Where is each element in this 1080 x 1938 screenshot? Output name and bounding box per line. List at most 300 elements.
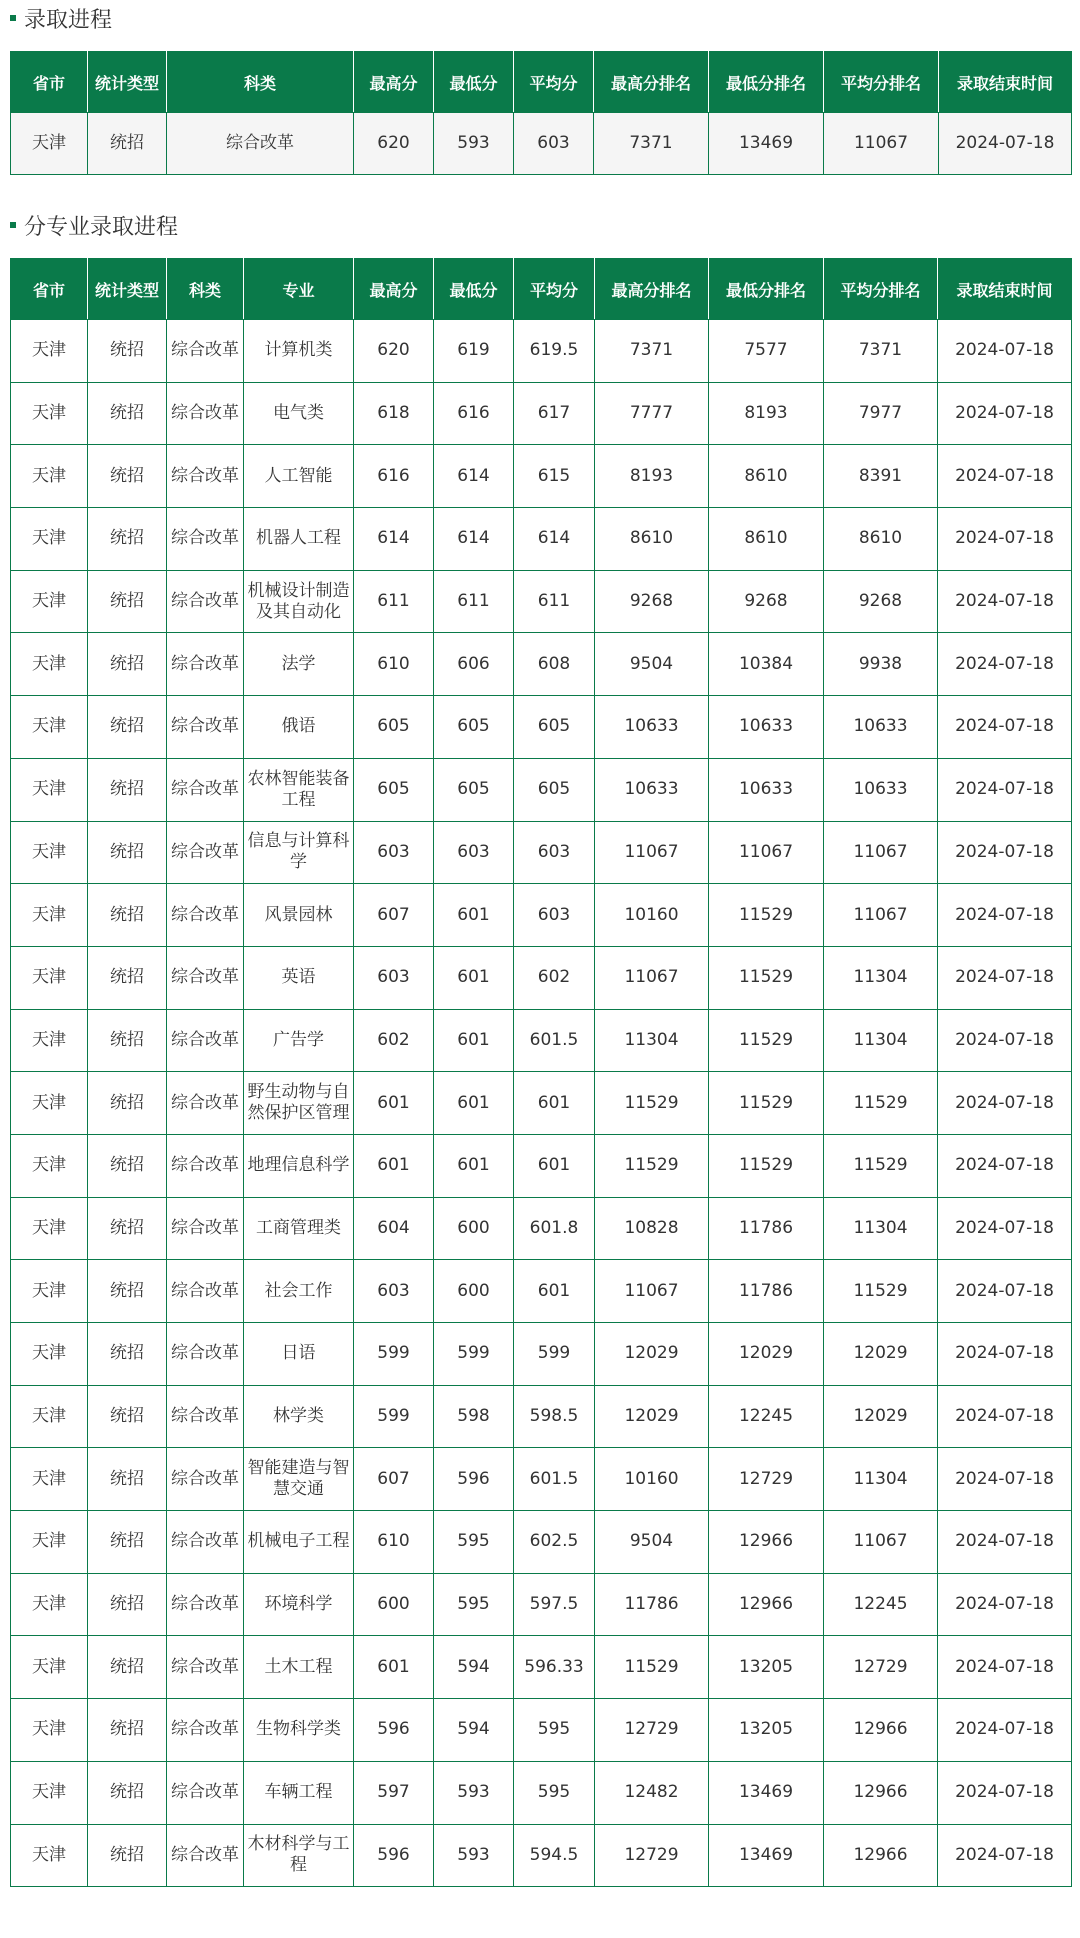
table-row xyxy=(11,1636,1072,1699)
major-cell: 天津 xyxy=(11,884,88,947)
major-cell: 天津 xyxy=(11,320,88,383)
major-cell: 614 xyxy=(514,508,595,571)
major-cell: 天津 xyxy=(11,1009,88,1072)
major-cell: 天津 xyxy=(11,382,88,445)
major-cell: 统招 xyxy=(88,1385,167,1448)
major-cell: 2024-07-18 xyxy=(938,821,1072,884)
major-cell: 综合改革 xyxy=(167,884,244,947)
summary-header-cell: 平均分排名 xyxy=(824,52,939,113)
major-cell: 605 xyxy=(354,696,434,759)
major-cell: 617 xyxy=(514,382,595,445)
major-cell: 598.5 xyxy=(514,1385,595,1448)
major-cell: 天津 xyxy=(11,1134,88,1197)
major-cell: 611 xyxy=(434,570,514,633)
major-cell: 7777 xyxy=(595,382,709,445)
major-cell: 综合改革 xyxy=(167,1511,244,1574)
major-cell: 综合改革 xyxy=(167,1009,244,1072)
major-cell: 综合改革 xyxy=(167,382,244,445)
major-cell: 8193 xyxy=(595,445,709,508)
major-cell: 11067 xyxy=(824,1511,938,1574)
major-header-cell: 最高分 xyxy=(354,259,434,320)
major-cell: 601 xyxy=(354,1072,434,1135)
major-cell: 11529 xyxy=(824,1134,938,1197)
major-cell: 2024-07-18 xyxy=(938,1699,1072,1762)
table-row xyxy=(11,1385,1072,1448)
major-cell: 日语 xyxy=(244,1323,354,1386)
section-marker-icon xyxy=(10,222,16,228)
major-cell: 603 xyxy=(514,821,595,884)
major-cell: 12029 xyxy=(709,1323,824,1386)
major-cell: 8391 xyxy=(824,445,938,508)
major-cell: 11786 xyxy=(595,1573,709,1636)
major-cell: 601 xyxy=(514,1260,595,1323)
major-cell: 10633 xyxy=(709,696,824,759)
major-cell: 综合改革 xyxy=(167,1260,244,1323)
major-cell: 601 xyxy=(514,1072,595,1135)
summary-header-cell: 省市 xyxy=(11,52,88,113)
major-cell: 天津 xyxy=(11,1699,88,1762)
major-cell: 天津 xyxy=(11,633,88,696)
major-cell: 615 xyxy=(514,445,595,508)
major-cell: 594 xyxy=(434,1636,514,1699)
major-cell: 12966 xyxy=(824,1699,938,1762)
major-cell: 统招 xyxy=(88,758,167,821)
major-cell: 综合改革 xyxy=(167,1636,244,1699)
major-cell: 616 xyxy=(434,382,514,445)
major-cell: 11067 xyxy=(595,946,709,1009)
table-row xyxy=(11,1009,1072,1072)
major-cell: 综合改革 xyxy=(167,320,244,383)
major-cell: 环境科学 xyxy=(244,1573,354,1636)
major-cell: 12966 xyxy=(709,1573,824,1636)
major-cell: 601 xyxy=(434,884,514,947)
major-cell: 2024-07-18 xyxy=(938,884,1072,947)
major-cell: 7371 xyxy=(595,320,709,383)
major-cell: 天津 xyxy=(11,1573,88,1636)
major-cell: 12729 xyxy=(824,1636,938,1699)
major-cell: 统招 xyxy=(88,508,167,571)
major-cell: 信息与计算科学 xyxy=(244,821,354,884)
major-cell: 594 xyxy=(434,1699,514,1762)
major-cell: 13469 xyxy=(709,1824,824,1887)
major-cell: 12729 xyxy=(595,1824,709,1887)
major-cell: 天津 xyxy=(11,1824,88,1887)
major-cell: 602 xyxy=(354,1009,434,1072)
major-cell: 综合改革 xyxy=(167,758,244,821)
major-cell: 595 xyxy=(434,1573,514,1636)
major-cell: 608 xyxy=(514,633,595,696)
major-cell: 2024-07-18 xyxy=(938,696,1072,759)
major-cell: 8610 xyxy=(709,508,824,571)
major-cell: 10160 xyxy=(595,884,709,947)
major-cell: 统招 xyxy=(88,696,167,759)
table-row xyxy=(11,570,1072,633)
major-cell: 13205 xyxy=(709,1636,824,1699)
major-cell: 综合改革 xyxy=(167,1072,244,1135)
major-cell: 综合改革 xyxy=(167,1385,244,1448)
major-cell: 统招 xyxy=(88,1761,167,1824)
table-row xyxy=(11,1197,1072,1260)
major-cell: 611 xyxy=(354,570,434,633)
major-cell: 天津 xyxy=(11,696,88,759)
major-cell: 综合改革 xyxy=(167,1699,244,1762)
major-cell: 607 xyxy=(354,1448,434,1511)
major-cell: 综合改革 xyxy=(167,821,244,884)
major-cell: 601 xyxy=(434,1009,514,1072)
major-header-cell: 省市 xyxy=(11,259,88,320)
table-row xyxy=(11,1761,1072,1824)
table-row xyxy=(11,382,1072,445)
summary-section-title xyxy=(10,2,112,34)
major-cell: 10633 xyxy=(595,758,709,821)
major-header-cell: 最低分 xyxy=(434,259,514,320)
major-cell: 2024-07-18 xyxy=(938,1824,1072,1887)
major-cell: 597 xyxy=(354,1761,434,1824)
major-cell: 综合改革 xyxy=(167,1323,244,1386)
major-cell: 601.8 xyxy=(514,1197,595,1260)
major-cell: 2024-07-18 xyxy=(938,1197,1072,1260)
table-row xyxy=(11,508,1072,571)
summary-header-cell: 平均分 xyxy=(514,52,594,113)
major-cell: 天津 xyxy=(11,1448,88,1511)
major-cell: 2024-07-18 xyxy=(938,382,1072,445)
major-cell: 统招 xyxy=(88,1072,167,1135)
major-cell: 605 xyxy=(434,758,514,821)
major-cell: 11529 xyxy=(824,1072,938,1135)
major-section-title xyxy=(10,209,178,241)
major-cell: 机械设计制造及其自动化 xyxy=(244,570,354,633)
major-cell: 10633 xyxy=(709,758,824,821)
summary-cell: 13469 xyxy=(709,113,824,175)
major-cell: 车辆工程 xyxy=(244,1761,354,1824)
table-row xyxy=(11,1573,1072,1636)
major-cell: 601 xyxy=(434,946,514,1009)
major-cell: 2024-07-18 xyxy=(938,1323,1072,1386)
major-cell: 2024-07-18 xyxy=(938,946,1072,1009)
major-cell: 11529 xyxy=(709,1009,824,1072)
major-cell: 11304 xyxy=(595,1009,709,1072)
major-cell: 2024-07-18 xyxy=(938,1072,1072,1135)
major-cell: 10160 xyxy=(595,1448,709,1511)
major-cell: 统招 xyxy=(88,1323,167,1386)
summary-header-row xyxy=(11,52,1072,113)
major-cell: 电气类 xyxy=(244,382,354,445)
summary-header-cell: 录取结束时间 xyxy=(939,52,1072,113)
summary-table-body xyxy=(11,113,1072,175)
summary-cell: 11067 xyxy=(824,113,939,175)
major-cell: 工商管理类 xyxy=(244,1197,354,1260)
major-cell: 11786 xyxy=(709,1260,824,1323)
major-header-cell: 统计类型 xyxy=(88,259,167,320)
major-cell: 595 xyxy=(514,1761,595,1824)
major-cell: 天津 xyxy=(11,1072,88,1135)
major-cell: 统招 xyxy=(88,1448,167,1511)
major-cell: 综合改革 xyxy=(167,946,244,1009)
major-cell: 11529 xyxy=(595,1636,709,1699)
major-cell: 7577 xyxy=(709,320,824,383)
major-cell: 600 xyxy=(434,1260,514,1323)
major-cell: 2024-07-18 xyxy=(938,445,1072,508)
major-cell: 595 xyxy=(434,1511,514,1574)
major-header-cell: 最高分排名 xyxy=(595,259,709,320)
summary-header-cell: 统计类型 xyxy=(88,52,167,113)
major-cell: 604 xyxy=(354,1197,434,1260)
table-row xyxy=(11,445,1072,508)
major-cell: 野生动物与自然保护区管理 xyxy=(244,1072,354,1135)
summary-cell: 2024-07-18 xyxy=(939,113,1072,175)
major-cell: 2024-07-18 xyxy=(938,1134,1072,1197)
major-cell: 2024-07-18 xyxy=(938,1385,1072,1448)
major-cell: 木材科学与工程 xyxy=(244,1824,354,1887)
table-row xyxy=(11,113,1072,175)
major-cell: 2024-07-18 xyxy=(938,320,1072,383)
major-cell: 综合改革 xyxy=(167,1448,244,1511)
major-cell: 596 xyxy=(354,1699,434,1762)
major-cell: 天津 xyxy=(11,1761,88,1824)
major-cell: 11304 xyxy=(824,1197,938,1260)
major-cell: 603 xyxy=(354,821,434,884)
major-cell: 599 xyxy=(354,1385,434,1448)
table-row xyxy=(11,1448,1072,1511)
major-header-row xyxy=(11,259,1072,320)
major-cell: 605 xyxy=(514,696,595,759)
major-cell: 601 xyxy=(434,1134,514,1197)
major-cell: 统招 xyxy=(88,1573,167,1636)
major-cell: 智能建造与智慧交通 xyxy=(244,1448,354,1511)
major-cell: 614 xyxy=(434,508,514,571)
major-cell: 统招 xyxy=(88,884,167,947)
major-cell: 11304 xyxy=(824,1009,938,1072)
major-cell: 2024-07-18 xyxy=(938,508,1072,571)
major-cell: 12029 xyxy=(824,1385,938,1448)
major-cell: 601 xyxy=(434,1072,514,1135)
major-cell: 统招 xyxy=(88,821,167,884)
major-cell: 法学 xyxy=(244,633,354,696)
major-cell: 统招 xyxy=(88,946,167,1009)
major-cell: 12482 xyxy=(595,1761,709,1824)
table-row xyxy=(11,946,1072,1009)
major-cell: 2024-07-18 xyxy=(938,570,1072,633)
major-cell: 天津 xyxy=(11,508,88,571)
summary-section-title-text: 录取进程 xyxy=(24,7,113,33)
major-cell: 601.5 xyxy=(514,1448,595,1511)
major-cell: 602.5 xyxy=(514,1511,595,1574)
major-cell: 10828 xyxy=(595,1197,709,1260)
major-cell: 天津 xyxy=(11,946,88,1009)
table-row xyxy=(11,1824,1072,1887)
major-cell: 10384 xyxy=(709,633,824,696)
major-cell: 599 xyxy=(434,1323,514,1386)
major-cell: 俄语 xyxy=(244,696,354,759)
major-cell: 607 xyxy=(354,884,434,947)
major-cell: 7371 xyxy=(824,320,938,383)
major-cell: 2024-07-18 xyxy=(938,1761,1072,1824)
major-cell: 605 xyxy=(514,758,595,821)
major-cell: 601.5 xyxy=(514,1009,595,1072)
major-cell: 天津 xyxy=(11,1197,88,1260)
major-cell: 12029 xyxy=(595,1385,709,1448)
major-cell: 12966 xyxy=(824,1761,938,1824)
major-cell: 天津 xyxy=(11,570,88,633)
major-cell: 611 xyxy=(514,570,595,633)
major-cell: 统招 xyxy=(88,1197,167,1260)
table-row xyxy=(11,884,1072,947)
summary-header-cell: 最低分排名 xyxy=(709,52,824,113)
major-cell: 统招 xyxy=(88,1824,167,1887)
table-row xyxy=(11,320,1072,383)
major-cell: 599 xyxy=(354,1323,434,1386)
major-cell: 英语 xyxy=(244,946,354,1009)
major-cell: 2024-07-18 xyxy=(938,1260,1072,1323)
major-cell: 机器人工程 xyxy=(244,508,354,571)
major-cell: 统招 xyxy=(88,1134,167,1197)
major-cell: 594.5 xyxy=(514,1824,595,1887)
major-cell: 综合改革 xyxy=(167,696,244,759)
major-cell: 天津 xyxy=(11,821,88,884)
major-cell: 11529 xyxy=(595,1072,709,1135)
summary-header-cell: 最低分 xyxy=(434,52,514,113)
major-cell: 统招 xyxy=(88,1699,167,1762)
major-cell: 统招 xyxy=(88,1009,167,1072)
major-cell: 12245 xyxy=(709,1385,824,1448)
major-cell: 12029 xyxy=(824,1323,938,1386)
major-cell: 9504 xyxy=(595,633,709,696)
table-row xyxy=(11,1323,1072,1386)
major-table-body xyxy=(11,320,1072,1887)
summary-cell: 7371 xyxy=(594,113,709,175)
major-cell: 11304 xyxy=(824,1448,938,1511)
major-cell: 597.5 xyxy=(514,1573,595,1636)
major-cell: 统招 xyxy=(88,1636,167,1699)
major-header-cell: 平均分 xyxy=(514,259,595,320)
major-cell: 机械电子工程 xyxy=(244,1511,354,1574)
major-cell: 2024-07-18 xyxy=(938,633,1072,696)
major-cell: 11529 xyxy=(824,1260,938,1323)
table-row xyxy=(11,633,1072,696)
major-cell: 地理信息科学 xyxy=(244,1134,354,1197)
major-cell: 2024-07-18 xyxy=(938,1573,1072,1636)
major-table xyxy=(10,258,1072,1887)
major-cell: 天津 xyxy=(11,1636,88,1699)
major-cell: 8610 xyxy=(595,508,709,571)
summary-cell: 综合改革 xyxy=(167,113,354,175)
table-row xyxy=(11,696,1072,759)
major-cell: 8610 xyxy=(824,508,938,571)
major-cell: 统招 xyxy=(88,570,167,633)
major-cell: 综合改革 xyxy=(167,570,244,633)
major-cell: 2024-07-18 xyxy=(938,1636,1072,1699)
major-cell: 603 xyxy=(354,1260,434,1323)
major-cell: 619.5 xyxy=(514,320,595,383)
major-cell: 603 xyxy=(434,821,514,884)
major-cell: 12966 xyxy=(824,1824,938,1887)
major-cell: 601 xyxy=(354,1636,434,1699)
major-cell: 9268 xyxy=(709,570,824,633)
summary-header-cell: 科类 xyxy=(167,52,354,113)
major-cell: 计算机类 xyxy=(244,320,354,383)
major-cell: 11067 xyxy=(824,821,938,884)
major-cell: 统招 xyxy=(88,1511,167,1574)
major-cell: 616 xyxy=(354,445,434,508)
major-cell: 综合改革 xyxy=(167,1134,244,1197)
major-cell: 2024-07-18 xyxy=(938,1448,1072,1511)
major-cell: 12245 xyxy=(824,1573,938,1636)
major-cell: 统招 xyxy=(88,445,167,508)
major-header-cell: 平均分排名 xyxy=(824,259,938,320)
major-cell: 11529 xyxy=(709,946,824,1009)
major-cell: 600 xyxy=(434,1197,514,1260)
major-cell: 610 xyxy=(354,1511,434,1574)
major-cell: 593 xyxy=(434,1761,514,1824)
major-header-cell: 最低分排名 xyxy=(709,259,824,320)
major-cell: 601 xyxy=(354,1134,434,1197)
major-cell: 社会工作 xyxy=(244,1260,354,1323)
major-cell: 综合改革 xyxy=(167,508,244,571)
major-cell: 12029 xyxy=(595,1323,709,1386)
summary-cell: 统招 xyxy=(88,113,167,175)
major-cell: 12966 xyxy=(709,1511,824,1574)
table-row xyxy=(11,1699,1072,1762)
major-cell: 2024-07-18 xyxy=(938,1511,1072,1574)
major-cell: 天津 xyxy=(11,445,88,508)
major-cell: 605 xyxy=(434,696,514,759)
summary-header-cell: 最高分排名 xyxy=(594,52,709,113)
major-cell: 9268 xyxy=(824,570,938,633)
major-cell: 综合改革 xyxy=(167,1573,244,1636)
major-cell: 农林智能装备工程 xyxy=(244,758,354,821)
major-cell: 9504 xyxy=(595,1511,709,1574)
table-row xyxy=(11,1072,1072,1135)
major-cell: 606 xyxy=(434,633,514,696)
major-cell: 统招 xyxy=(88,633,167,696)
major-cell: 综合改革 xyxy=(167,1761,244,1824)
major-cell: 614 xyxy=(434,445,514,508)
major-cell: 596.33 xyxy=(514,1636,595,1699)
summary-table xyxy=(10,51,1072,175)
major-cell: 统招 xyxy=(88,1260,167,1323)
major-cell: 614 xyxy=(354,508,434,571)
major-cell: 综合改革 xyxy=(167,445,244,508)
table-row xyxy=(11,821,1072,884)
major-cell: 生物科学类 xyxy=(244,1699,354,1762)
major-cell: 620 xyxy=(354,320,434,383)
major-cell: 统招 xyxy=(88,382,167,445)
major-cell: 603 xyxy=(514,884,595,947)
major-cell: 11529 xyxy=(595,1134,709,1197)
major-cell: 人工智能 xyxy=(244,445,354,508)
major-cell: 12729 xyxy=(709,1448,824,1511)
major-cell: 9268 xyxy=(595,570,709,633)
major-cell: 11529 xyxy=(709,1072,824,1135)
major-section-title-text: 分专业录取进程 xyxy=(24,214,179,240)
summary-cell: 603 xyxy=(514,113,594,175)
major-cell: 599 xyxy=(514,1323,595,1386)
major-cell: 610 xyxy=(354,633,434,696)
table-row xyxy=(11,1511,1072,1574)
major-cell: 10633 xyxy=(595,696,709,759)
table-row xyxy=(11,1260,1072,1323)
major-cell: 595 xyxy=(514,1699,595,1762)
major-cell: 11067 xyxy=(709,821,824,884)
major-cell: 603 xyxy=(354,946,434,1009)
major-cell: 天津 xyxy=(11,1385,88,1448)
major-cell: 13469 xyxy=(709,1761,824,1824)
major-cell: 619 xyxy=(434,320,514,383)
major-cell: 林学类 xyxy=(244,1385,354,1448)
major-cell: 统招 xyxy=(88,320,167,383)
major-cell: 596 xyxy=(434,1448,514,1511)
major-cell: 综合改革 xyxy=(167,633,244,696)
